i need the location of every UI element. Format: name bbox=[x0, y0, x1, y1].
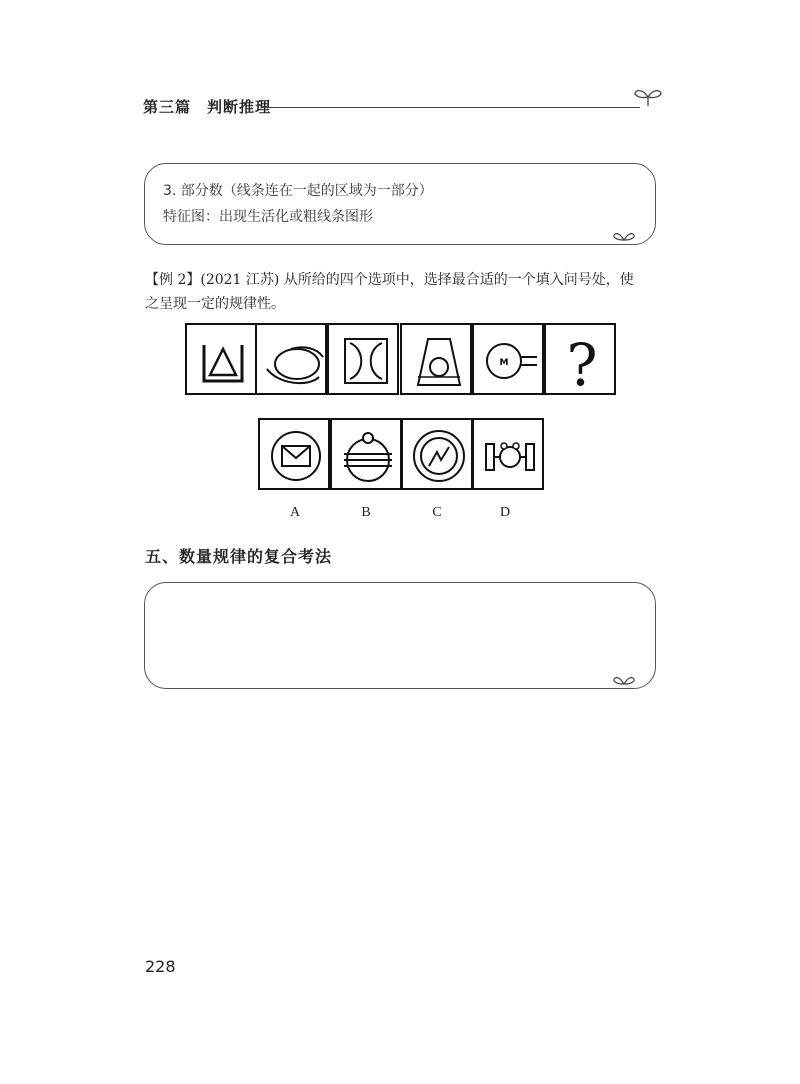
note-box bbox=[144, 163, 656, 245]
option-b-figure[interactable] bbox=[330, 418, 402, 490]
note-line-1: 3. 部分数（线条连在一起的区域为一部分） bbox=[163, 183, 433, 199]
option-c-figure[interactable] bbox=[401, 418, 473, 490]
figure-6-question-mark bbox=[544, 323, 616, 395]
motor-letter: M bbox=[499, 358, 509, 368]
option-d-figure[interactable] bbox=[472, 418, 544, 490]
section-heading: 五、数量规律的复合考法 bbox=[145, 547, 333, 566]
figure-4-trapezoid-with-circle bbox=[400, 323, 472, 395]
page-number: 228 bbox=[145, 957, 176, 976]
option-c-label[interactable]: C bbox=[432, 505, 442, 520]
sprout-icon bbox=[632, 84, 664, 110]
empty-note-box bbox=[144, 582, 656, 689]
note-line-2: 特征图：出现生活化或粗线条图形 bbox=[163, 209, 373, 225]
header-rule bbox=[262, 107, 640, 108]
leaf-icon bbox=[612, 672, 636, 686]
leaf-icon bbox=[612, 228, 636, 242]
figure-5-motor-symbol bbox=[472, 323, 544, 395]
option-a-figure[interactable] bbox=[258, 418, 330, 490]
option-a-label[interactable]: A bbox=[289, 505, 301, 520]
option-b-label[interactable]: B bbox=[361, 505, 371, 520]
chapter-header: 第三篇 判断推理 bbox=[143, 98, 272, 116]
example-question-line-2: 之呈现一定的规律性。 bbox=[145, 296, 285, 312]
option-d-label[interactable]: D bbox=[499, 505, 511, 520]
example-question-line-1: 【例 2】(2021 江苏) 从所给的四个选项中，选择最合适的一个填入问号处，使 bbox=[145, 272, 634, 288]
figure-2-ellipse-with-arc bbox=[255, 323, 327, 395]
figure-3-square-with-arcs bbox=[327, 323, 399, 395]
figure-1-triangle-in-cup bbox=[185, 323, 257, 395]
question-mark: ? bbox=[566, 331, 598, 397]
